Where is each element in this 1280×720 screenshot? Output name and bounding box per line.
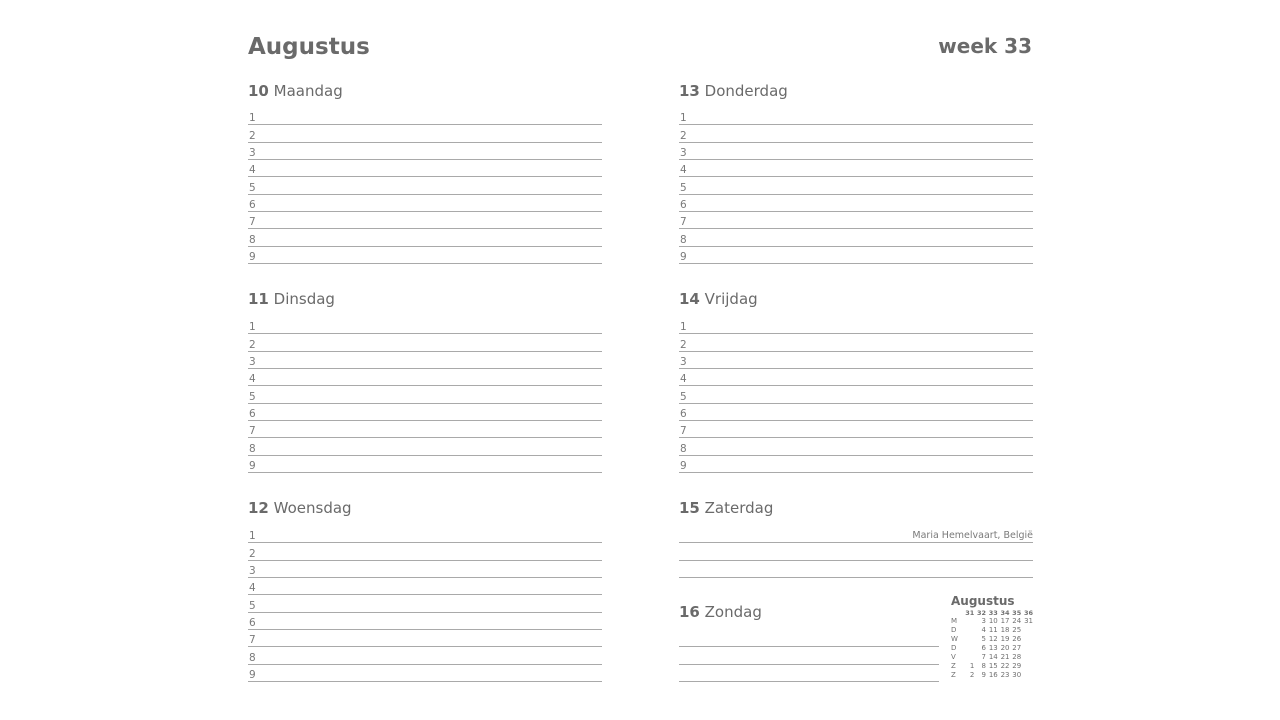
line-number: 3 xyxy=(680,146,687,159)
weekday-letter: D xyxy=(951,626,957,634)
date-cell: 26 xyxy=(1012,635,1022,643)
day-header-tuesday xyxy=(248,290,335,308)
date-cell xyxy=(963,644,975,653)
writing-line xyxy=(248,404,602,421)
date-cell xyxy=(1021,635,1033,644)
day-name: Woensdag xyxy=(273,499,352,517)
line-number: 5 xyxy=(680,181,687,194)
writing-line xyxy=(679,456,1033,473)
writing-line xyxy=(248,526,602,543)
writing-line xyxy=(248,456,602,473)
writing-line xyxy=(248,630,602,647)
line-number: 2 xyxy=(680,338,687,351)
writing-line xyxy=(248,160,602,177)
week-number-cell: 32 xyxy=(976,609,987,617)
writing-line xyxy=(679,334,1033,351)
mini-calendar xyxy=(951,594,1033,680)
line-number: 6 xyxy=(249,616,256,629)
line-number: 7 xyxy=(249,634,256,647)
weekday-letter: Z xyxy=(951,671,956,679)
line-number: 9 xyxy=(249,668,256,681)
date-cell: 6 xyxy=(981,644,987,652)
date-cell xyxy=(963,617,975,626)
date-cell xyxy=(1021,653,1033,662)
weekday-letter: W xyxy=(951,635,958,643)
line-number: 9 xyxy=(249,459,256,472)
day-header-sunday xyxy=(679,603,762,621)
lines-sunday xyxy=(679,630,939,682)
date-cell xyxy=(1021,626,1033,635)
writing-line xyxy=(248,229,602,246)
line-number: 8 xyxy=(249,233,256,246)
line-number: 7 xyxy=(249,425,256,438)
writing-line xyxy=(679,108,1033,125)
line-number: 7 xyxy=(680,425,687,438)
line-number: 8 xyxy=(680,442,687,455)
writing-line xyxy=(248,125,602,142)
writing-line xyxy=(248,438,602,455)
day-number: 12 xyxy=(248,499,269,517)
writing-line xyxy=(248,386,602,403)
weekday-letter: Z xyxy=(951,662,956,670)
note-line xyxy=(679,647,939,664)
day-number: 10 xyxy=(248,82,269,100)
line-number: 5 xyxy=(249,599,256,612)
week-number-cell: 34 xyxy=(1000,609,1010,617)
writing-line xyxy=(679,247,1033,264)
writing-line xyxy=(679,317,1033,334)
day-header-saturday xyxy=(679,499,773,517)
date-cell: 9 xyxy=(981,671,987,679)
day-header-wednesday xyxy=(248,499,352,517)
mini-calendar-grid xyxy=(951,609,1033,680)
note-line xyxy=(679,630,939,647)
writing-line xyxy=(248,212,602,229)
writing-line xyxy=(248,334,602,351)
lines-saturday xyxy=(679,526,1033,578)
date-cell xyxy=(1021,662,1033,671)
date-cell: 25 xyxy=(1012,626,1022,634)
line-number: 1 xyxy=(680,112,687,125)
weekday-letter: M xyxy=(951,617,958,625)
date-cell xyxy=(1021,671,1033,680)
line-number: 6 xyxy=(680,198,687,211)
mini-calendar-row xyxy=(951,626,1033,635)
writing-line xyxy=(679,421,1033,438)
line-number: 3 xyxy=(249,355,256,368)
date-cell: 13 xyxy=(988,644,998,652)
date-cell: 31 xyxy=(1024,617,1033,625)
date-cell xyxy=(963,626,975,635)
date-cell: 4 xyxy=(981,626,987,634)
date-cell: 15 xyxy=(988,662,998,670)
week-number-cell: 33 xyxy=(988,609,998,617)
date-cell: 10 xyxy=(988,617,998,625)
line-number: 3 xyxy=(680,355,687,368)
mini-calendar-row xyxy=(951,617,1033,626)
line-number: 8 xyxy=(249,442,256,455)
date-cell: 11 xyxy=(988,626,998,634)
line-number: 9 xyxy=(249,250,256,263)
day-number: 14 xyxy=(679,290,700,308)
day-name: Vrijdag xyxy=(704,290,758,308)
writing-line xyxy=(679,369,1033,386)
line-number: 5 xyxy=(249,181,256,194)
writing-line xyxy=(248,143,602,160)
mini-calendar-row xyxy=(951,635,1033,644)
line-number: 1 xyxy=(249,530,256,543)
writing-line xyxy=(679,177,1033,194)
writing-line xyxy=(248,665,602,682)
month-title: Augustus xyxy=(248,34,370,60)
date-cell: 16 xyxy=(988,671,998,679)
date-cell: 21 xyxy=(1000,653,1010,661)
date-cell: 5 xyxy=(981,635,987,643)
writing-line xyxy=(248,352,602,369)
day-name: Dinsdag xyxy=(273,290,335,308)
line-number: 9 xyxy=(680,459,687,472)
day-number: 13 xyxy=(679,82,700,100)
line-number: 2 xyxy=(249,338,256,351)
day-name: Maandag xyxy=(273,82,343,100)
day-name: Zondag xyxy=(704,603,762,621)
note-line xyxy=(679,543,1033,560)
line-number: 6 xyxy=(249,407,256,420)
writing-line xyxy=(248,647,602,664)
day-header-thursday xyxy=(679,82,788,100)
date-cell: 28 xyxy=(1012,653,1022,661)
date-cell: 19 xyxy=(1000,635,1010,643)
writing-line xyxy=(248,561,602,578)
weekday-letter: D xyxy=(951,644,957,652)
date-cell: 23 xyxy=(1000,671,1010,679)
week-number: week 33 xyxy=(938,34,1032,58)
line-number: 7 xyxy=(249,216,256,229)
date-cell xyxy=(963,653,975,662)
week-number-cell: 31 xyxy=(965,609,975,617)
line-number: 6 xyxy=(249,198,256,211)
line-number: 5 xyxy=(680,390,687,403)
lines-monday xyxy=(248,108,602,264)
line-number: 9 xyxy=(680,250,687,263)
writing-line xyxy=(679,229,1033,246)
line-number: 4 xyxy=(249,164,256,177)
writing-line xyxy=(679,352,1033,369)
line-number: 4 xyxy=(680,164,687,177)
mini-calendar-row xyxy=(951,671,1033,680)
line-number: 1 xyxy=(249,321,256,334)
mini-calendar-row xyxy=(951,653,1033,662)
line-number: 4 xyxy=(680,373,687,386)
date-cell: 2 xyxy=(969,671,975,679)
date-cell: 20 xyxy=(1000,644,1010,652)
mini-calendar-row xyxy=(951,644,1033,653)
date-cell xyxy=(1021,644,1033,653)
line-number: 2 xyxy=(680,129,687,142)
writing-line xyxy=(679,195,1033,212)
date-cell: 1 xyxy=(969,662,975,670)
line-number: 1 xyxy=(249,112,256,125)
mini-calendar-title: Augustus xyxy=(951,594,1015,608)
week-number-cell: 35 xyxy=(1012,609,1022,617)
writing-line xyxy=(248,177,602,194)
week-number-cell: 36 xyxy=(1023,609,1033,617)
line-number: 8 xyxy=(680,233,687,246)
date-cell: 30 xyxy=(1012,671,1022,679)
line-number: 3 xyxy=(249,146,256,159)
date-cell: 7 xyxy=(981,653,987,661)
lines-thursday xyxy=(679,108,1033,264)
writing-line xyxy=(248,595,602,612)
line-number: 7 xyxy=(680,216,687,229)
day-name: Donderdag xyxy=(704,82,788,100)
lines-tuesday xyxy=(248,317,602,473)
line-number: 1 xyxy=(680,321,687,334)
holiday-note: Maria Hemelvaart, België xyxy=(912,530,1033,542)
line-number: 2 xyxy=(249,129,256,142)
line-number: 8 xyxy=(249,651,256,664)
writing-line xyxy=(679,438,1033,455)
line-number: 2 xyxy=(249,547,256,560)
day-name: Zaterdag xyxy=(704,499,774,517)
date-cell: 27 xyxy=(1012,644,1022,652)
note-line xyxy=(679,526,1033,543)
writing-line xyxy=(679,125,1033,142)
note-line xyxy=(679,561,1033,578)
weekday-letter: V xyxy=(951,653,956,661)
day-number: 16 xyxy=(679,603,700,621)
date-cell: 22 xyxy=(1000,662,1010,670)
writing-line xyxy=(248,543,602,560)
date-cell: 8 xyxy=(981,662,987,670)
writing-line xyxy=(248,613,602,630)
line-number: 5 xyxy=(249,390,256,403)
lines-friday xyxy=(679,317,1033,473)
day-header-monday xyxy=(248,82,343,100)
mini-calendar-week-row xyxy=(951,609,1033,617)
writing-line xyxy=(679,404,1033,421)
date-cell: 24 xyxy=(1012,617,1022,625)
date-cell: 14 xyxy=(988,653,998,661)
line-number: 4 xyxy=(249,373,256,386)
writing-line xyxy=(248,195,602,212)
day-number: 15 xyxy=(679,499,700,517)
day-number: 11 xyxy=(248,290,269,308)
writing-line xyxy=(248,108,602,125)
writing-line xyxy=(248,369,602,386)
date-cell: 17 xyxy=(1000,617,1010,625)
writing-line xyxy=(248,247,602,264)
date-cell xyxy=(963,635,975,644)
writing-line xyxy=(248,317,602,334)
date-cell: 29 xyxy=(1012,662,1022,670)
writing-line xyxy=(679,143,1033,160)
writing-line xyxy=(679,212,1033,229)
line-number: 3 xyxy=(249,564,256,577)
note-line xyxy=(679,665,939,682)
writing-line xyxy=(248,421,602,438)
writing-line xyxy=(679,160,1033,177)
writing-line xyxy=(248,578,602,595)
day-header-friday xyxy=(679,290,758,308)
lines-wednesday xyxy=(248,526,602,682)
mini-calendar-row xyxy=(951,662,1033,671)
line-number: 6 xyxy=(680,407,687,420)
date-cell: 18 xyxy=(1000,626,1010,634)
writing-line xyxy=(679,386,1033,403)
line-number: 4 xyxy=(249,582,256,595)
date-cell: 3 xyxy=(981,617,987,625)
date-cell: 12 xyxy=(988,635,998,643)
